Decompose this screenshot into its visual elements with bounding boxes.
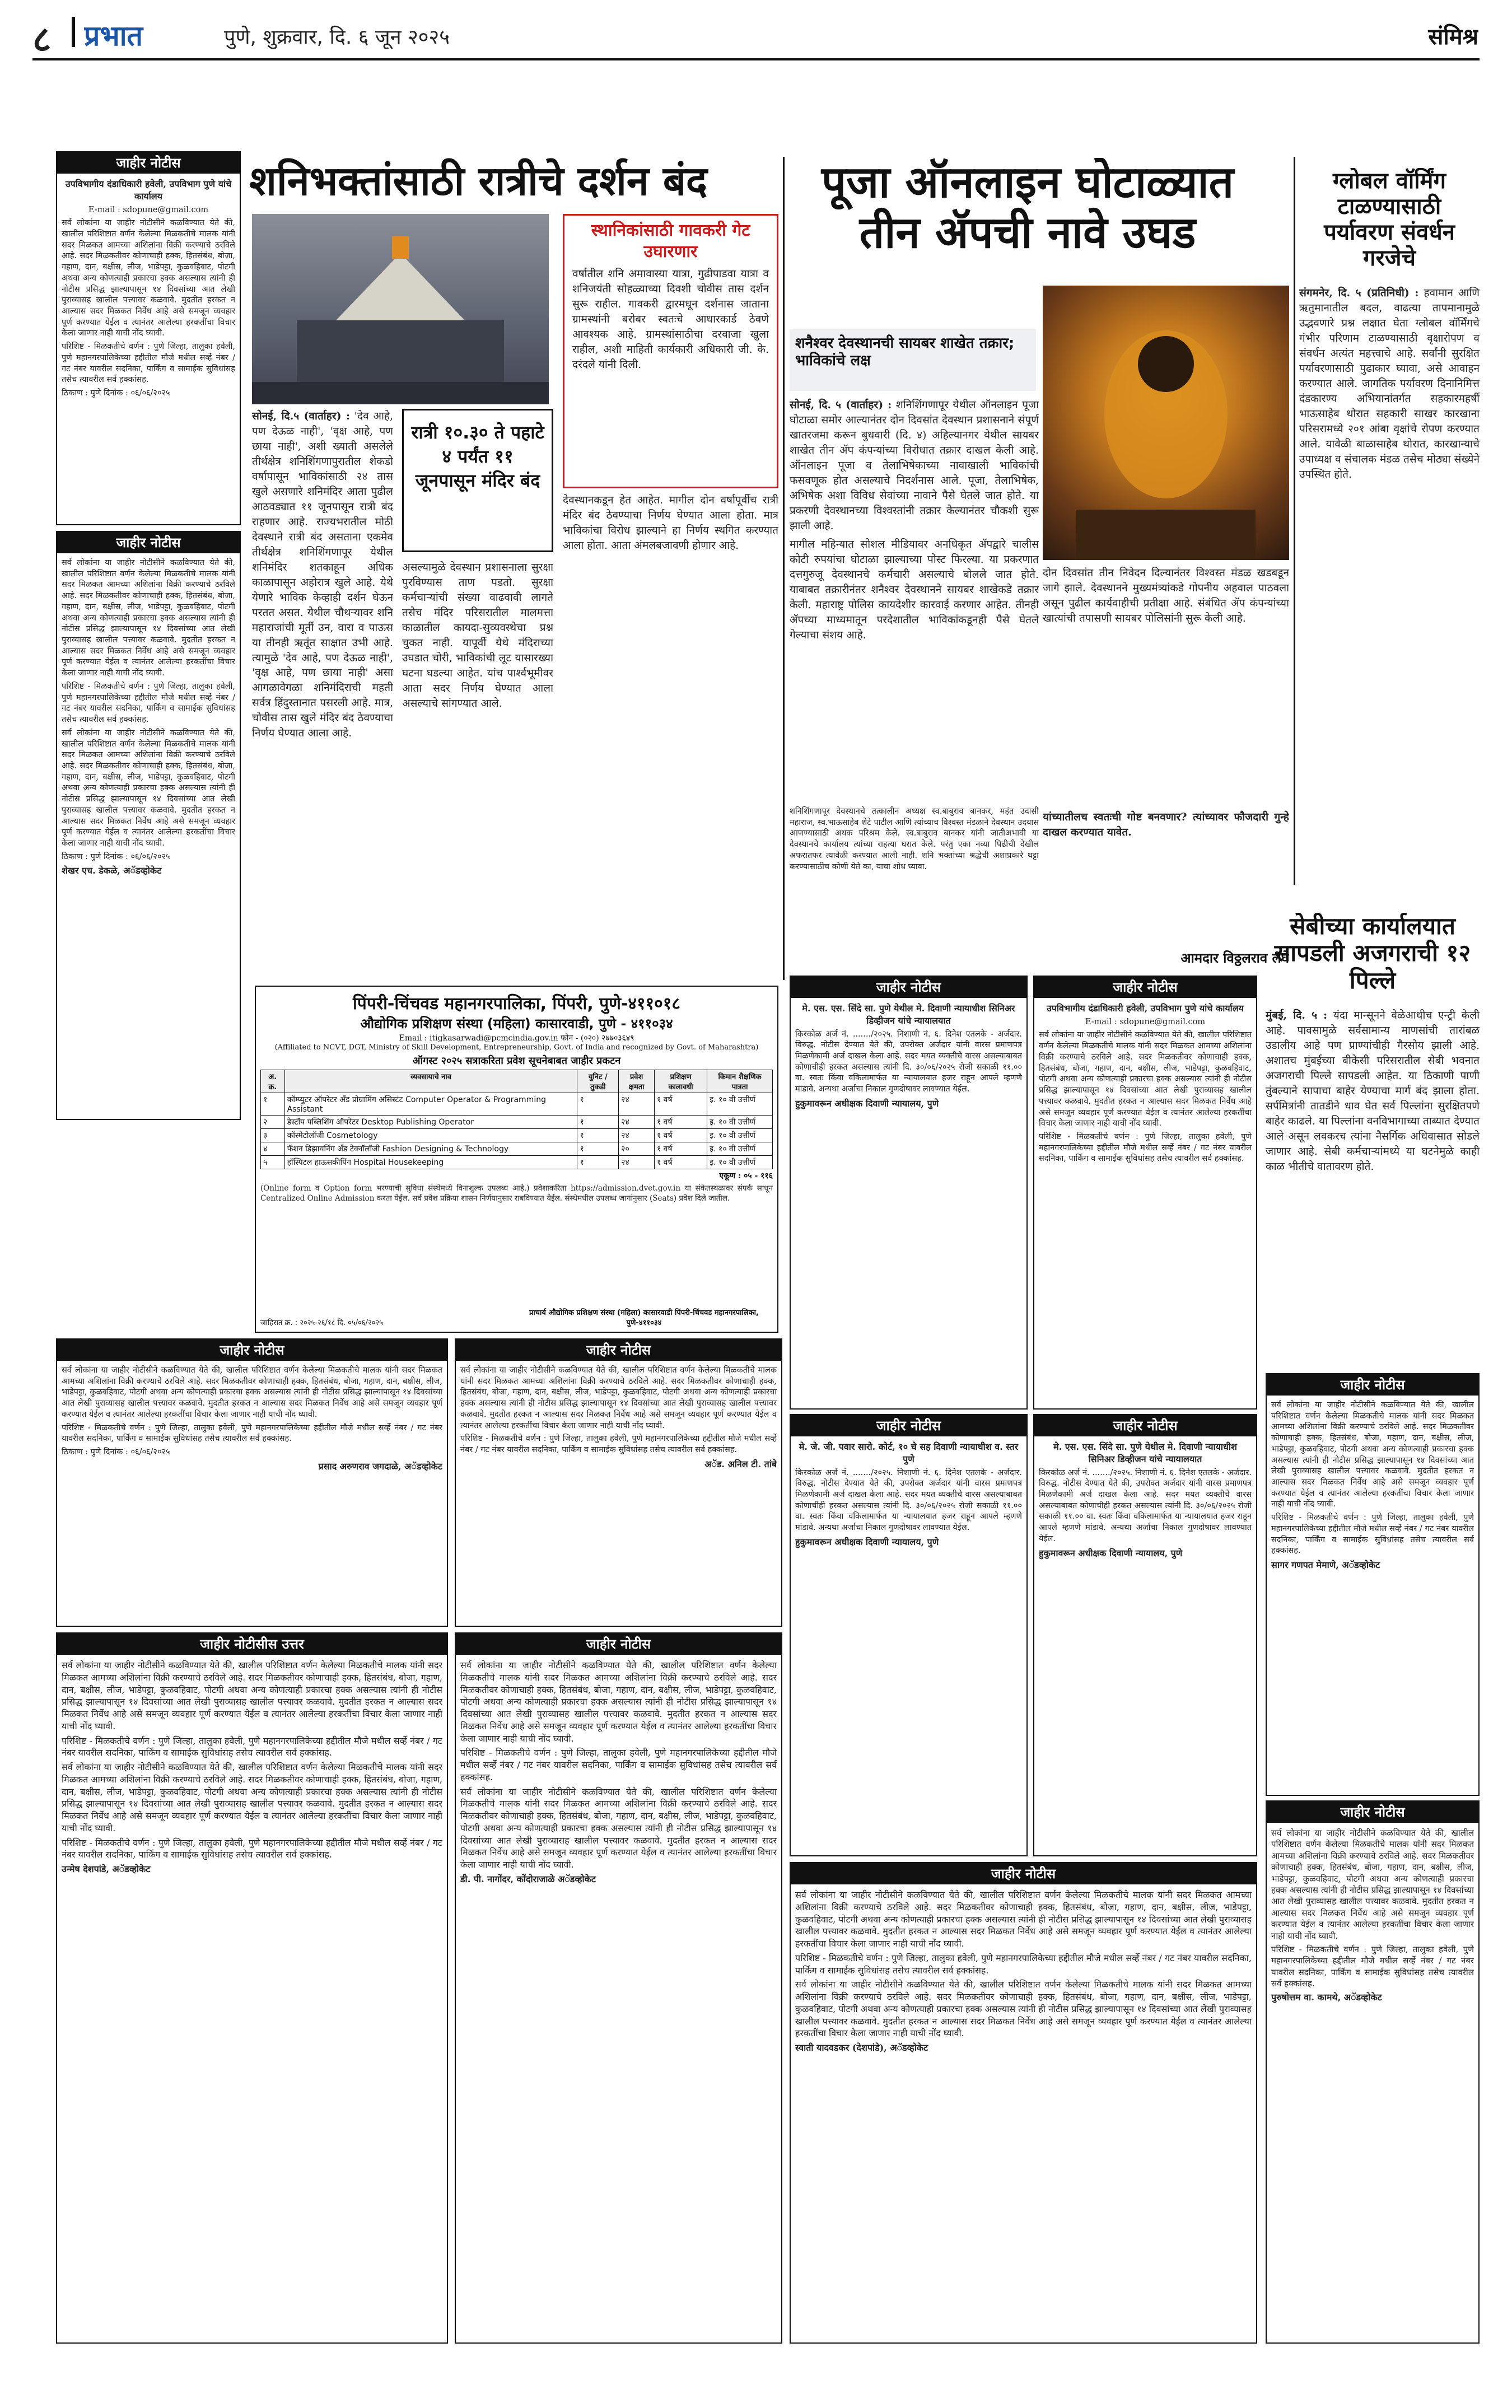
notice-header: जाहीर नोटीस — [791, 1863, 1256, 1884]
notice-text-3: सर्व लोकांना या जाहीर नोटीसीने कळविण्यात येते की, खालील परिशिष्टात वर्णन केलेल्या मिळकतीचे मालक यांनी सदर मिळकत आमच्या अशिलांना विक्री करण्याचे ठरविले आहे. सदर मिळकतीवर कोणाचाही हक्क, हितसंबंध, बोजा, गहाण, दान, बक्षीस, लीज, भाडेपट्टा, कुळवहिवाट, पोटगी अथवा अन्य कोणत्याही प्रकारचा हक्क असल्यास त्यांनी ही नोटीस प्रसिद्ध झाल्यापासून १४ दिवसांच्या आत लेखी पुराव्यासह खालील पत्त्यावर कळवावे. मुदतीत हरकत न आल्यास सदर मिळकत निर्वेध आहे असे समजून व्यवहार पूर्ण करण्यात येईल व त्यानंतर आलेल्या हरकतींचा विचार केला जाणार नाही याची नोंद घ्यावी. — [62, 1762, 442, 1833]
notice-text-3: सर्व लोकांना या जाहीर नोटीसीने कळविण्यात येते की, खालील परिशिष्टात वर्णन केलेल्या मिळकतीचे मालक यांनी सदर मिळकत आमच्या अशिलांना विक्री करण्याचे ठरविले आहे. सदर मिळकतीवर कोणाचाही हक्क, हितसंबंध, बोजा, गहाण, दान, बक्षीस, लीज, भाडेपट्टा, कुळवहिवाट, पोटगी अथवा अन्य कोणत्याही प्रकारचा हक्क असल्यास त्यांनी ही नोटीस प्रसिद्ध झाल्यापासून १४ दिवसांच्या आत लेखी पुराव्यासह खालील पत्त्यावर कळवावे. मुदतीत हरकत न आल्यास सदर मिळकत निर्वेध आहे असे समजून व्यवहार पूर्ण करण्यात येईल व त्यानंतर आलेल्या हरकतींचा विचार केला जाणार नाही याची नोंद घ्यावी. — [460, 1786, 777, 1870]
ad-title: पिंपरी-चिंचवड महानगरपालिका, पिंपरी, पुणे-४११०१८ — [353, 994, 680, 1014]
temple-photo — [252, 214, 549, 404]
notice-reply-header: जाहीर नोटीसीस उत्तर — [57, 1634, 447, 1655]
ad-col-header: अ. क्र. — [261, 1070, 285, 1093]
notice-lower-4 — [790, 1862, 1257, 2344]
ad-col-header: प्रवेश क्षमता — [619, 1070, 655, 1093]
story2-body-2: मागील महिन्यात सोशल मीडियावर अनधिकृत ॲपद्वारे चालीस कोटी रुपयांचा घोटाळा झाल्याच्या पोस्ट फिरल्या. या प्रकरणात दत्तगुरुजू देवस्थानचे कर्मचारी असल्याचे बोलले जात होते. याबाबत तक्रारीनंतर शनैश्वर देवस्थानने सायबर शाखेकडे तक्रार केली. महाराष्ट्र पोलिस कायदेशीर कारवाई करणार आहेत. तीनही ॲपच्या माध्यमातून परदेशातील भाविकांकडूनही पैसे घेतले गेल्याचा संशय आहे. — [790, 538, 1039, 641]
court-body: किरकोळ अर्ज नं. ......./२०२५. निशाणी नं. ६. दिनेश एतलके - अर्जदार. विरुद्ध. नोटीस देण्यात येते की, उपरोक्त अर्जदार यांनी वारस प्रमाणपत्र मिळणेकामी अर्ज दाखल केला आहे. सदर मयत व्यक्तीचे वारस असल्याबाबत कोणाचीही हरकत असल्यास त्यांनी दि. ३०/०६/२०२५ रोजी सकाळी ११.०० वा. स्वतः किंवा वकिलामार्फत या न्यायालयात हजर राहून आपले म्हणणे मांडावे. अन्यथा अर्जाचा निकाल गुणदोषावर लावण्यात येईल. — [1039, 1468, 1252, 1543]
ad-footer-right: प्राचार्य औद्योगिक प्रशिक्षण संस्था (महिला) कासारवाडी पिंपरी-चिंचवड महानगरपालिका, पुणे-४११०३४ — [529, 1309, 759, 1327]
notice-text-2: परिशिष्ट - मिळकतीचे वर्णन : पुणे जिल्हा, तालुका हवेली, पुणे महानगरपालिकेच्या हद्दीतील मौजे मधील सर्व्हे नंबर / गट नंबर यावरील सदनिका, पार्किंग व सामाईक सुविधांसह तसेच त्यावरील सर्व हक्कांसह. — [1271, 1513, 1474, 1556]
pcmc-iti-admission-ad — [255, 986, 778, 1333]
court-notice-1 — [790, 976, 1028, 1410]
story2-photo-caption: शनिशिंगणापूर देवस्थानचे तत्कालीन अध्यक्ष स्व.बाबुराव बानकर, महंत उदासी महाराज, स्व.भाऊसाहेब शेटे पाटील आणि त्यांच्याच विश्वस्त मंडळाने देवस्थान उदयास आणण्यासाठी अथक परिश्रम केले. स्व.बाबुराव बानकर यांनी जातीअभावी या देवस्थानचे कार्यालय त्यांच्या राहत्या घरात केले. परंतु एका नव्या पिढीची देखील अफरातफर त्यावेळी करण्यात आली नाही. शनि भक्तांच्या श्रद्धेची अशाप्रकारे थट्टा करण्यासाठीच कोणी येते का, याचा शोध घ्यावा. — [790, 807, 1039, 871]
table-cell: ३ — [261, 1129, 285, 1142]
notice-lower-3 — [455, 1632, 782, 2344]
notice-header: जाहीर नोटीस — [1267, 1802, 1478, 1823]
story2-lead: सोनई, दि. ५ (वार्ताहर) : — [790, 399, 892, 411]
table-cell: २४ — [619, 1156, 655, 1169]
table-cell: इ. १० वी उत्तीर्ण — [707, 1093, 773, 1116]
ad-body: (Online form व Option form भरण्याची सुविधा संस्थेमध्ये विनाशुल्क उपलब्ध आहे.) प्रवेशाकरिता https://admission.dvet.gov.in या संकेतस्थळावर संपर्क साधून Centralized Online Admission करता येईल. सर्व प्रवेश प्रक्रिया शासन निर्णयानुसार राबविण्यात येईल. संस्थेमधील उपलब्ध जागांनुसार (Seats) प्रवेश दिले जातील. — [260, 1184, 773, 1203]
notice-sign: सागर गणपत मेमाणे, अॅडव्होकेट — [1271, 1560, 1380, 1571]
table-cell: १ वर्ष — [654, 1142, 707, 1156]
story3-body — [1299, 286, 1480, 879]
notice-sign: पुरुषोत्तम वा. कामथे, अॅडव्होकेट — [1271, 1992, 1382, 2003]
story3-headline: ग्लोबल वॉर्मिंग टाळण्यासाठी पर्यावरण संवर्धन गरजेचे — [1324, 168, 1455, 271]
story1-headline: शनिभक्तांसाठी रात्रीचे दर्शन बंद — [249, 158, 708, 204]
notice-sign: अॅड. अनिल टी. तांबे — [704, 1458, 777, 1469]
table-row — [261, 1093, 773, 1116]
notice-place: ठिकाण : पुणे दिनांक : ०६/०६/२०२५ — [62, 1448, 170, 1457]
notice-header: जाहीर नोटीस — [1034, 977, 1256, 998]
notice-sign: प्रसाद अरुणराव जगदाळे, अॅडव्होकेट — [318, 1460, 442, 1472]
story1-body-col1 — [252, 409, 393, 980]
temple-icon — [252, 214, 549, 404]
notice-text-2: परिशिष्ट - मिळकतीचे वर्णन : पुणे जिल्हा, तालुका हवेली, पुणे महानगरपालिकेच्या हद्दीतील मौजे मधील सर्व्हे नंबर / गट नंबर यावरील सदनिका, पार्किंग व सामाईक सुविधांसह तसेच त्यावरील सर्व हक्कांसह. — [460, 1434, 777, 1455]
notice-email: E-mail : sdopune@gmail.com — [88, 205, 209, 214]
notice-header: जाहीर नोटीस — [57, 532, 240, 553]
masthead-divider — [72, 17, 75, 47]
page-number: ८ — [32, 19, 52, 58]
table-row — [261, 1129, 773, 1142]
table-cell: १ — [577, 1116, 619, 1129]
notice-email: E-mail : sdopune@gmail.com — [1085, 1017, 1206, 1026]
notice-office: उपविभागीय दंडाधिकारी हवेली, उपविभाग पुणे यांचे कार्यालय — [1047, 1003, 1244, 1014]
ad-email: Email : itigkasarwadi@pcmcindia.gov.in फोन - (०२०) २७७०३६४९ — [399, 1034, 634, 1043]
story2-quote: यांच्यातीलच स्वतःची गोष्ट बनवणार? त्यांच्यावर फौजदारी गुन्हे दाखल करण्यात यावेत. — [1043, 811, 1289, 838]
notice-text: सर्व लोकांना या जाहीर नोटीसीने कळविण्यात येते की, खालील परिशिष्टात वर्णन केलेल्या मिळकतीचे मालक यांनी सदर मिळकत आमच्या अशिलांना विक्री करण्याचे ठरविले आहे. सदर मिळकतीवर कोणाचाही हक्क, हितसंबंध, बोजा, गहाण, दान, बक्षीस, लीज, भाडेपट्टा, कुळवहिवाट, पोटगी अथवा अन्य कोणत्याही प्रकारचा हक्क असल्यास त्यांनी ही नोटीस प्रसिद्ध झाल्यापासून १४ दिवसांच्या आत लेखी पुराव्यासह खालील पत्त्यावर कळवावे. मुदतीत हरकत न आल्यास सदर मिळकत निर्वेध आहे असे समजून व्यवहार पूर्ण करण्यात येईल व त्यानंतर आलेल्या हरकतींचा विचार केला जाणार नाही याची नोंद घ्यावी. — [460, 1660, 777, 1744]
notice-text-3: सर्व लोकांना या जाहीर नोटीसीने कळविण्यात येते की, खालील परिशिष्टात वर्णन केलेल्या मिळकतीचे मालक यांनी सदर मिळकत आमच्या अशिलांना विक्री करण्याचे ठरविले आहे. सदर मिळकतीवर कोणाचाही हक्क, हितसंबंध, बोजा, गहाण, दान, बक्षीस, लीज, भाडेपट्टा, कुळवहिवाट, पोटगी अथवा अन्य कोणत्याही प्रकारचा हक्क असल्यास त्यांनी ही नोटीस प्रसिद्ध झाल्यापासून १४ दिवसांच्या आत लेखी पुराव्यासह खालील पत्त्यावर कळवावे. मुदतीत हरकत न आल्यास सदर मिळकत निर्वेध आहे असे समजून व्यवहार पूर्ण करण्यात येईल व त्यानंतर आलेल्या हरकतींचा विचार केला जाणार नाही याची नोंद घ्यावी. — [795, 1979, 1252, 2039]
ad-subtitle: औद्योगिक प्रशिक्षण संस्था (महिला) कासारवाडी, पुणे - ४११०३४ — [360, 1016, 673, 1032]
notice-text: सर्व लोकांना या जाहीर नोटीसीने कळविण्यात येते की, खालील परिशिष्टात वर्णन केलेल्या मिळकतीचे मालक यांनी सदर मिळकत आमच्या अशिलांना विक्री करण्याचे ठरविले आहे. सदर मिळकतीवर कोणाचाही हक्क, हितसंबंध, बोजा, गहाण, दान, बक्षीस, लीज, भाडेपट्टा, कुळवहिवाट, पोटगी अथवा अन्य कोणत्याही प्रकारचा हक्क असल्यास त्यांनी ही नोटीस प्रसिद्ध झाल्यापासून १४ दिवसांच्या आत लेखी पुराव्यासह खालील पत्त्यावर कळवावे. मुदतीत हरकत न आल्यास सदर मिळकत निर्वेध आहे असे समजून व्यवहार पूर्ण करण्यात येईल व त्यानंतर आलेल्या हरकतींचा विचार केला जाणार नाही याची नोंद घ्यावी. — [62, 1660, 442, 1732]
table-cell: डेस्टॉप पब्लिशिंग ऑपरेटर Desktop Publishing Operator — [284, 1116, 577, 1129]
notice-header: जाहीर नोटीस — [456, 1340, 781, 1361]
notice-header: जाहीर नोटीस — [1034, 1415, 1256, 1436]
ad-affiliation: (Affiliated to NCVT, DGT, Ministry of Skill Development, Entrepreneurship, Govt. of India and recognized by Govt. of Maharashtra) — [274, 1043, 759, 1052]
notice-sign: डी. पी. नागोंदर, कोंदोराजाळे अॅडव्होकेट — [460, 1873, 596, 1884]
court-sign: हुकुमावरून अधीक्षक दिवाणी न्यायालय, पुणे — [1039, 1547, 1183, 1558]
table-cell: १ — [261, 1093, 285, 1116]
table-cell: कॉस्मेटोलॉजी Cosmetology — [284, 1129, 577, 1142]
notice-text-2: परिशिष्ट - मिळकतीचे वर्णन : पुणे जिल्हा, तालुका हवेली, पुणे महानगरपालिकेच्या हद्दीतील मौजे मधील सर्व्हे नंबर / गट नंबर यावरील सदनिका, पार्किंग व सामाईक सुविधांसह तसेच त्यावरील सर्व हक्कांसह. — [62, 1423, 442, 1444]
table-cell: ४ — [261, 1142, 285, 1156]
table-row — [261, 1142, 773, 1156]
table-cell: इ. १० वी उत्तीर्ण — [707, 1129, 773, 1142]
court-name: मे. जे. जी. पवार सारो. कोर्ट, १० चे सह दिवाणी न्यायाधीश व. स्तर पुणे — [799, 1441, 1019, 1464]
court-name: मे. एस. एस. सिंदे सा. पुणे येथील मे. दिवाणी न्यायाधीश सिनिअर डिव्हीजन यांचे न्यायालयात — [802, 1003, 1015, 1026]
table-cell: ५ — [261, 1156, 285, 1169]
table-cell: २४ — [619, 1116, 655, 1129]
notice-header: जाहीर नोटीस — [791, 977, 1026, 998]
notice-mid-1 — [1033, 976, 1257, 1410]
court-notice-3 — [1033, 1414, 1257, 1856]
notice-left-2 — [56, 531, 241, 1120]
ad-notice-title: ऑगस्ट २०२५ सत्राकरिता प्रवेश सूचनेबाबत जाहीर प्रकटन — [412, 1055, 621, 1067]
story1-quote: रात्री १०.३० ते पहाटे ४ पर्यंत ११ जूनपासून मंदिर बंद — [402, 409, 553, 552]
table-cell: १ वर्ष — [654, 1129, 707, 1142]
notice-text: सर्व लोकांना या जाहीर नोटीसीने कळविण्यात येते की, खालील परिशिष्टात वर्णन केलेल्या मिळकतीचे मालक यांनी सदर मिळकत आमच्या अशिलांना विक्री करण्याचे ठरविले आहे. सदर मिळकतीवर कोणाचाही हक्क, हितसंबंध, बोजा, गहाण, दान, बक्षीस, लीज, भाडेपट्टा, कुळवहिवाट, पोटगी अथवा अन्य कोणत्याही प्रकारचा हक्क असल्यास त्यांनी ही नोटीस प्रसिद्ध झाल्यापासून १४ दिवसांच्या आत लेखी पुराव्यासह खालील पत्त्यावर कळवावे. मुदतीत हरकत न आल्यास सदर मिळकत निर्वेध आहे असे समजून व्यवहार पूर्ण करण्यात येईल व त्यानंतर आलेल्या हरकतींचा विचार केला जाणार नाही याची नोंद घ्यावी. — [62, 1366, 442, 1419]
table-cell: इ. १० वी उत्तीर्ण — [707, 1142, 773, 1156]
notice-text-2: परिशिष्ट - मिळकतीचे वर्णन : पुणे जिल्हा, तालुका हवेली, पुणे महानगरपालिकेच्या हद्दीतील मौजे मधील सर्व्हे नंबर / गट नंबर यावरील सदनिका, पार्किंग व सामाईक सुविधांसह तसेच त्यावरील सर्व हक्कांसह. — [1271, 1944, 1474, 1989]
story1-body: 'देव आहे, पण देऊळ नाही', 'वृक्ष आहे, पण छाया नाही', अशी ख्याती असलेले तीर्थक्षेत्र शनिशिंगणापुरातील शेकडो वर्षापासून भाविकांसाठी २४ तास खुले असणारे शनिमंदिर आता पुढील आठवड्यात ११ जूनपासून रात्री बंद राहणार आहे. राज्यभरातील मोठी देवस्थाने रात्री बंद असताना एकमेव तीर्थक्षेत्र शनिशिंगणापूर येथील शनिमंदिर शतकाहून अधिक काळापासून अहोरात्र खुले आहे. येथे येणारे भाविक केव्हाही दर्शन घेऊन परतत असत. येथील चौथऱ्यावर शनि महाराजांची मूर्ती उन, वारा व पाऊस या तीनही ऋतूंत साक्षात उभी आहे. त्यामुळे 'देव आहे, पण देऊळ नाही', 'वृक्ष आहे, पण छाया नाही' असा आगळावेगळा शनिमंदिराची महती सर्वत्र हिंदुस्तानात पसरली आहे. मात्र, चोवीस तास खुले मंदिर बंद ठेवण्याचा निर्णय घेण्यात आला आहे. — [252, 410, 393, 740]
masthead-rule — [32, 58, 1480, 60]
story1-lead: सोनई, दि.५ (वार्ताहर) : — [252, 410, 350, 422]
court-notice-2 — [790, 1414, 1028, 1856]
ad-course-table — [260, 1070, 773, 1169]
story2-subheadline: शनैश्वर देवस्थानची सायबर शाखेत तक्रार; भाविकांचे लक्ष — [790, 329, 1036, 391]
table-cell: फॅशन डिझायनिंग अँड टेक्नॉलॉजी Fashion Designing & Technology — [284, 1142, 577, 1156]
notice-header: जाहीर नोटीस — [57, 1340, 447, 1361]
table-cell: २० — [619, 1142, 655, 1156]
story1-body-col3: देवस्थानकडून हेत आहेत. मागील दोन वर्षापूर्वीच रात्री मंदिर बंद ठेवण्याचा निर्णय घेण्यात आला होता. मात्र भाविकांचा विरोध झाल्याने हा निर्णय स्थगित करण्यात आला होता. आता अंमलबजावणी होणार आहे. — [563, 494, 778, 552]
notice-header: जाहीर नोटीस — [1267, 1374, 1478, 1396]
story2-author: आमदार विठ्ठलराव लंघे — [1180, 950, 1289, 966]
ad-col-header: किमान शैक्षणिक पात्रता — [707, 1070, 773, 1093]
table-row — [261, 1116, 773, 1129]
ad-col-header: व्यवसायाचे नाव — [284, 1070, 577, 1093]
notice-place: ठिकाण : पुणे दिनांक : ०६/०६/२०२५ — [62, 389, 170, 398]
notice-right-1 — [1266, 1373, 1480, 1796]
story4-text: यंदा मान्सूनने वेळेआधीच एन्ट्री केली आहे. पावसामुळे सर्वसामान्य माणसांची तारांबळ उडालीय आहे पण प्राण्यांचीही गैरसोय झाली आहे. अशातच मुंबईच्या बीकेसी परिसरातील सेबी भवनात अजगराची पिल्ले सापडली आहेत. या ठिकाणी पाणी तुंबल्याने सापाचा बाहेर येण्याचा मार्ग बंद झाला होता. सर्पमित्रांनी तातडीने धाव घेत सर्व पिल्लांना सुरक्षितपणे बाहेर काढले. या पिल्लांना वनविभागाच्या ताब्यात देण्यात आले असून लवकरच त्यांना नैसर्गिक अधिवासात सोडले जाणार आहे. सेबी कर्मचाऱ्यांमध्ये या घटनेमुळे काही काळ भीतीचे वातावरण होते. — [1266, 1009, 1480, 1173]
notice-text-2: परिशिष्ट - मिळकतीचे वर्णन : पुणे जिल्हा, तालुका हवेली, पुणे महानगरपालिकेच्या हद्दीतील मौजे मधील सर्व्हे नंबर / गट नंबर यावरील सदनिका, पार्किंग व सामाईक सुविधांसह तसेच त्यावरील सर्व हक्कांसह. — [1039, 1132, 1252, 1164]
notice-office: उपविभागीय दंडाधिकारी हवेली, उपविभाग पुणे यांचे कार्यालय — [65, 179, 232, 202]
section-title: संमिश्र — [1428, 24, 1478, 50]
shani-idol-photo — [1043, 286, 1289, 560]
court-body: किरकोळ अर्ज नं. ......./२०२५. निशाणी नं. ६. दिनेश एतलके - अर्जदार. विरुद्ध. नोटीस देण्यात येते की, उपरोक्त अर्जदार यांनी वारस प्रमाणपत्र मिळणेकामी अर्ज दाखल केला आहे. सदर मयत व्यक्तीचे वारस असल्याबाबत कोणाचीही हरकत असल्यास त्यांनी दि. ३०/०६/२०२५ रोजी सकाळी ११.०० वा. स्वतः किंवा वकिलामार्फत या न्यायालयात हजर राहून आपले म्हणणे मांडावे. अन्यथा अर्जाचा निकाल गुणदोषावर लावण्यात येईल. — [795, 1029, 1022, 1094]
sidebar-body: वर्षातील शनि अमावास्या यात्रा, गुढीपाडवा यात्रा व शनिजयंती सोहळ्याच्या दिवशी चोवीस तास दर्शन सुरू राहील. गावकरी द्वारमधून दर्शनास जाताना ग्रामस्थांनी बरोबर स्वतःचे आधारकार्ड ठेवणे आवश्यक आहे. ग्रामस्थांसाठीचा दरवाजा खुला राहील, अशी माहिती कार्यकारी अधिकारी जी. के. दरंदले यांनी दिली. — [572, 268, 769, 371]
table-cell: १ वर्ष — [654, 1116, 707, 1129]
notice-header: जाहीर नोटीस — [57, 152, 240, 174]
notice-text-2: परिशिष्ट - मिळकतीचे वर्णन : पुणे जिल्हा, तालुका हवेली, पुणे महानगरपालिकेच्या हद्दीतील मौजे मधील सर्व्हे नंबर / गट नंबर यावरील सदनिका, पार्किंग व सामाईक सुविधांसह तसेच त्यावरील सर्व हक्कांसह. — [62, 342, 235, 385]
dateline: पुणे, शुक्रवार, दि. ६ जून २०२५ — [224, 26, 450, 49]
table-cell: इ. १० वी उत्तीर्ण — [707, 1156, 773, 1169]
ad-total: एकूण : ०५ - ११६ — [719, 1172, 773, 1180]
story4-headline: सेबीच्या कार्यालयात सापडली अजगराची १२ पिल्ले — [1274, 913, 1471, 994]
court-body: किरकोळ अर्ज नं. ......./२०२५. निशाणी नं. ६. दिनेश एतलके - अर्जदार. विरुद्ध. नोटीस देण्यात येते की, उपरोक्त अर्जदार यांनी वारस प्रमाणपत्र मिळणेकामी अर्ज दाखल केला आहे. सदर मयत व्यक्तीचे वारस असल्याबाबत कोणाचीही हरकत असल्यास त्यांनी दि. ३०/०६/२०२५ रोजी सकाळी ११.०० वा. स्वतः किंवा वकिलामार्फत या न्यायालयात हजर राहून आपले म्हणणे मांडावे. अन्यथा अर्जाचा निकाल गुणदोषावर लावण्यात येईल. — [795, 1468, 1022, 1533]
notice-lower-2 — [455, 1338, 782, 1627]
notice-header: जाहीर नोटीस — [791, 1415, 1026, 1436]
notice-text-2: परिशिष्ट - मिळकतीचे वर्णन : पुणे जिल्हा, तालुका हवेली, पुणे महानगरपालिकेच्या हद्दीतील मौजे मधील सर्व्हे नंबर / गट नंबर यावरील सदनिका, पार्किंग व सामाईक सुविधांसह तसेच त्यावरील सर्व हक्कांसह. — [62, 682, 235, 725]
notice-sign: स्वाती यादवडकर (देशपांडे), अॅडव्होकेट — [795, 2042, 928, 2053]
notice-text-2: परिशिष्ट - मिळकतीचे वर्णन : पुणे जिल्हा, तालुका हवेली, पुणे महानगरपालिकेच्या हद्दीतील मौजे मधील सर्व्हे नंबर / गट नंबर यावरील सदनिका, पार्किंग व सामाईक सुविधांसह तसेच त्यावरील सर्व हक्कांसह. — [460, 1747, 777, 1782]
notice-right-2 — [1266, 1800, 1480, 2344]
court-name: मे. एस. एस. सिंदे सा. पुणे येथील मे. दिवाणी न्यायाधीश सिनिअर डिव्हीजन यांचे न्यायालयात — [1053, 1441, 1237, 1464]
table-cell: २४ — [619, 1129, 655, 1142]
notice-text: सर्व लोकांना या जाहीर नोटीसीने कळविण्यात येते की, खालील परिशिष्टात वर्णन केलेल्या मिळकतीचे मालक यांनी सदर मिळकत आमच्या अशिलांना विक्री करण्याचे ठरविले आहे. सदर मिळकतीवर कोणाचाही हक्क, हितसंबंध, बोजा, गहाण, दान, बक्षीस, लीज, भाडेपट्टा, कुळवहिवाट, पोटगी अथवा अन्य कोणत्याही प्रकारचा हक्क असल्यास त्यांनी ही नोटीस प्रसिद्ध झाल्यापासून १४ दिवसांच्या आत लेखी पुराव्यासह खालील पत्त्यावर कळवावे. मुदतीत हरकत न आल्यास सदर मिळकत निर्वेध आहे असे समजून व्यवहार पूर्ण करण्यात येईल व त्यानंतर आलेल्या हरकतींचा विचार केला जाणार नाही याची नोंद घ्यावी. — [62, 558, 235, 678]
notice-text: सर्व लोकांना या जाहीर नोटीसीने कळविण्यात येते की, खालील परिशिष्टात वर्णन केलेल्या मिळकतीचे मालक यांनी सदर मिळकत आमच्या अशिलांना विक्री करण्याचे ठरविले आहे. सदर मिळकतीवर कोणाचाही हक्क, हितसंबंध, बोजा, गहाण, दान, बक्षीस, लीज, भाडेपट्टा, कुळवहिवाट, पोटगी अथवा अन्य कोणत्याही प्रकारचा हक्क असल्यास त्यांनी ही नोटीस प्रसिद्ध झाल्यापासून १४ दिवसांच्या आत लेखी पुराव्यासह खालील पत्त्यावर कळवावे. मुदतीत हरकत न आल्यास सदर मिळकत निर्वेध आहे असे समजून व्यवहार पूर्ण करण्यात येईल व त्यानंतर आलेल्या हरकतींचा विचार केला जाणार नाही याची नोंद घ्यावी. — [460, 1366, 777, 1430]
story2-body-col2: दोन दिवसांत तीन निवेदन दिल्यानंतर विश्वस्त मंडळ खडबडून जागे झाले. देवस्थानने मुख्यमंत्र्यांकडे गोपनीय अहवाल पाठवला असून पुढील कार्यवाहीची प्रतीक्षा आहे. संबंधित ॲप कंपन्यांच्या खात्यांची तपासणी सायबर पोलिसांनी सुरू केली आहे. — [1043, 567, 1289, 624]
table-cell: कॉम्प्युटर ऑपरेटर अँड प्रोग्रामिंग असिस्टंट Computer Operator & Programming Assistant — [284, 1093, 577, 1116]
story3-lead: संगमनेर, दि. ५ (प्रतिनिधी) : — [1299, 287, 1419, 299]
notice-text-3: सर्व लोकांना या जाहीर नोटीसीने कळविण्यात येते की, खालील परिशिष्टात वर्णन केलेल्या मिळकतीचे मालक यांनी सदर मिळकत आमच्या अशिलांना विक्री करण्याचे ठरविले आहे. सदर मिळकतीवर कोणाचाही हक्क, हितसंबंध, बोजा, गहाण, दान, बक्षीस, लीज, भाडेपट्टा, कुळवहिवाट, पोटगी अथवा अन्य कोणत्याही प्रकारचा हक्क असल्यास त्यांनी ही नोटीस प्रसिद्ध झाल्यापासून १४ दिवसांच्या आत लेखी पुराव्यासह खालील पत्त्यावर कळवावे. मुदतीत हरकत न आल्यास सदर मिळकत निर्वेध आहे असे समजून व्यवहार पूर्ण करण्यात येईल व त्यानंतर आलेल्या हरकतींचा विचार केला जाणार नाही याची नोंद घ्यावी. — [62, 728, 235, 848]
table-cell: १ वर्ष — [654, 1093, 707, 1116]
notice-text: सर्व लोकांना या जाहीर नोटीसीने कळविण्यात येते की, खालील परिशिष्टात वर्णन केलेल्या मिळकतीचे मालक यांनी सदर मिळकत आमच्या अशिलांना विक्री करण्याचे ठरविले आहे. सदर मिळकतीवर कोणाचाही हक्क, हितसंबंध, बोजा, गहाण, दान, बक्षीस, लीज, भाडेपट्टा, कुळवहिवाट, पोटगी अथवा अन्य कोणत्याही प्रकारचा हक्क असल्यास त्यांनी ही नोटीस प्रसिद्ध झाल्यापासून १४ दिवसांच्या आत लेखी पुराव्यासह खालील पत्त्यावर कळवावे. मुदतीत हरकत न आल्यास सदर मिळकत निर्वेध आहे असे समजून व्यवहार पूर्ण करण्यात येईल व त्यानंतर आलेल्या हरकतींचा विचार केला जाणार नाही याची नोंद घ्यावी. — [62, 218, 235, 338]
table-row — [261, 1156, 773, 1169]
notice-text: सर्व लोकांना या जाहीर नोटीसीने कळविण्यात येते की, खालील परिशिष्टात वर्णन केलेल्या मिळकतीचे मालक यांनी सदर मिळकत आमच्या अशिलांना विक्री करण्याचे ठरविले आहे. सदर मिळकतीवर कोणाचाही हक्क, हितसंबंध, बोजा, गहाण, दान, बक्षीस, लीज, भाडेपट्टा, कुळवहिवाट, पोटगी अथवा अन्य कोणत्याही प्रकारचा हक्क असल्यास त्यांनी ही नोटीस प्रसिद्ध झाल्यापासून १४ दिवसांच्या आत लेखी पुराव्यासह खालील पत्त्यावर कळवावे. मुदतीत हरकत न आल्यास सदर मिळकत निर्वेध आहे असे समजून व्यवहार पूर्ण करण्यात येईल व त्यानंतर आलेल्या हरकतींचा विचार केला जाणार नाही याची नोंद घ्यावी. — [795, 1889, 1252, 1949]
ad-col-header: प्रशिक्षण कालावधी — [654, 1070, 707, 1093]
notice-text-2: परिशिष्ट - मिळकतीचे वर्णन : पुणे जिल्हा, तालुका हवेली, पुणे महानगरपालिकेच्या हद्दीतील मौजे मधील सर्व्हे नंबर / गट नंबर यावरील सदनिका, पार्किंग व सामाईक सुविधांसह तसेच त्यावरील सर्व हक्कांसह. — [795, 1952, 1252, 1976]
story1-body-col2: असल्यामुळे देवस्थान प्रशासनाला सुरक्षा पुरविण्यास ताण पडतो. सुरक्षा कर्मचाऱ्यांची संख्या वाढवावी लागते तसेच मंदिर परिसरातील मालमत्ता काळातील कायदा-सुव्यवस्थेचा प्रश्न चुकत नाही. यापूर्वी येथे मंदिराच्या उघडात चोरी, भाविकांची लूट यासारख्या घटना घडल्या आहेत. यांच पार्श्वभूमीवर आता सदर निर्णय घेण्यात आला असल्याचे सांगण्यात आले. — [402, 561, 553, 710]
brand-logo: प्रभात — [84, 20, 143, 52]
story4-body — [1266, 1008, 1480, 1366]
notice-sign: उन्मेष देशपांडे, अॅडव्होकेट — [62, 1864, 151, 1874]
table-cell: १ — [577, 1129, 619, 1142]
notice-left-1 — [56, 151, 241, 525]
column-rule — [783, 157, 785, 980]
idol-icon — [1043, 286, 1289, 560]
table-cell: २४ — [619, 1093, 655, 1116]
table-cell: २ — [261, 1116, 285, 1129]
story1-sidebar — [563, 214, 778, 488]
table-cell: १ — [577, 1142, 619, 1156]
notice-sign: शेखर एच. डेकळे, अॅडव्होकेट — [62, 865, 162, 876]
table-cell: १ — [577, 1093, 619, 1116]
table-cell: इ. १० वी उत्तीर्ण — [707, 1116, 773, 1129]
ad-col-header: युनिट / तुकडी — [577, 1070, 619, 1093]
notice-reply — [56, 1632, 448, 2344]
notice-text-2: परिशिष्ट - मिळकतीचे वर्णन : पुणे जिल्हा, तालुका हवेली, पुणे महानगरपालिकेच्या हद्दीतील मौजे मधील सर्व्हे नंबर / गट नंबर यावरील सदनिका, पार्किंग व सामाईक सुविधांसह तसेच त्यावरील सर्व हक्कांसह. — [62, 1735, 442, 1758]
notice-lower-1 — [56, 1338, 448, 1627]
ad-footer-left: जाहिरात क्र. : २०२५-२६/१८ दि. ०५/०६/२०२५ — [260, 1319, 383, 1327]
notice-text: सर्व लोकांना या जाहीर नोटीसीने कळविण्यात येते की, खालील परिशिष्टात वर्णन केलेल्या मिळकतीचे मालक यांनी सदर मिळकत आमच्या अशिलांना विक्री करण्याचे ठरविले आहे. सदर मिळकतीवर कोणाचाही हक्क, हितसंबंध, बोजा, गहाण, दान, बक्षीस, लीज, भाडेपट्टा, कुळवहिवाट, पोटगी अथवा अन्य कोणत्याही प्रकारचा हक्क असल्यास त्यांनी ही नोटीस प्रसिद्ध झाल्यापासून १४ दिवसांच्या आत लेखी पुराव्यासह खालील पत्त्यावर कळवावे. मुदतीत हरकत न आल्यास सदर मिळकत निर्वेध आहे असे समजून व्यवहार पूर्ण करण्यात येईल व त्यानंतर आलेल्या हरकतींचा विचार केला जाणार नाही याची नोंद घ्यावी. — [1039, 1030, 1252, 1128]
court-sign: हुकुमावरून अधीक्षक दिवाणी न्यायालय, पुणे — [795, 1536, 939, 1547]
table-cell: हॉस्पिटल हाऊसकीपिंग Hospital Housekeeping — [284, 1156, 577, 1169]
story2-body: शनिशिंगणापूर येथील ऑनलाइन पूजा घोटाळा समोर आल्यानंतर दोन दिवसांत देवस्थान प्रशासनाने संपूर्ण खातरजमा करून बुधवारी (दि. ४) अहिल्यानगर येथील सायबर शाखेत तीन ॲप कंपन्यांच्या विरोधात तक्रार दाखल केली आहे. ऑनलाइन पूजा व तेलाभिषेकाच्या नावाखाली भाविकांची फसवणूक होत असल्याचे निदर्शनास आले. पूजा, तेलाभिषेक, अभिषेक अशा विविध सेवांच्या नावाने पैसे घेतले जात होते. या प्रकरणी देवस्थानच्या विश्वस्तांनी तक्रार केल्यानंतर चौकशी सुरू झाली आहे. — [790, 399, 1039, 532]
story3-text: हवामान आणि ऋतुमानातील बदल, वाढत्या तापमानामुळे उद्भवणारे प्रश्न लक्षात घेता ग्लोबल वॉर्मिंगचे गंभीर परिणाम टाळण्यासाठी वृक्षारोपण व संवर्धन अत्यंत महत्त्वाचे आहे. सर्वांनी सुरक्षित पर्यावरणासाठी पुढाकार घ्यावा, असे आवाहन करण्यात आले. जागतिक पर्यावरण दिनानिमित्त दंडकारण्य अभियानांतर्गत सहकारमहर्षी भाऊसाहेब थोरात सहकारी साखर कारखाना परिसरामध्ये २०१ आंबा वृक्षांचे रोपण करण्यात आले. यावेळी बाळासाहेब थोरात, कारखान्याचे उपाध्यक्ष व संचालक मंडळ तसेच मोठ्या संख्येने उपस्थित होते. — [1299, 287, 1480, 480]
notice-text: सर्व लोकांना या जाहीर नोटीसीने कळविण्यात येते की, खालील परिशिष्टात वर्णन केलेल्या मिळकतीचे मालक यांनी सदर मिळकत आमच्या अशिलांना विक्री करण्याचे ठरविले आहे. सदर मिळकतीवर कोणाचाही हक्क, हितसंबंध, बोजा, गहाण, दान, बक्षीस, लीज, भाडेपट्टा, कुळवहिवाट, पोटगी अथवा अन्य कोणत्याही प्रकारचा हक्क असल्यास त्यांनी ही नोटीस प्रसिद्ध झाल्यापासून १४ दिवसांच्या आत लेखी पुराव्यासह खालील पत्त्यावर कळवावे. मुदतीत हरकत न आल्यास सदर मिळकत निर्वेध आहे असे समजून व्यवहार पूर्ण करण्यात येईल व त्यानंतर आलेल्या हरकतींचा विचार केला जाणार नाही याची नोंद घ्यावी. — [1271, 1401, 1474, 1509]
table-cell: १ वर्ष — [654, 1156, 707, 1169]
notice-text: सर्व लोकांना या जाहीर नोटीसीने कळविण्यात येते की, खालील परिशिष्टात वर्णन केलेल्या मिळकतीचे मालक यांनी सदर मिळकत आमच्या अशिलांना विक्री करण्याचे ठरविले आहे. सदर मिळकतीवर कोणाचाही हक्क, हितसंबंध, बोजा, गहाण, दान, बक्षीस, लीज, भाडेपट्टा, कुळवहिवाट, पोटगी अथवा अन्य कोणत्याही प्रकारचा हक्क असल्यास त्यांनी ही नोटीस प्रसिद्ध झाल्यापासून १४ दिवसांच्या आत लेखी पुराव्यासह खालील पत्त्यावर कळवावे. मुदतीत हरकत न आल्यास सदर मिळकत निर्वेध आहे असे समजून व्यवहार पूर्ण करण्यात येईल व त्यानंतर आलेल्या हरकतींचा विचार केला जाणार नाही याची नोंद घ्यावी. — [1271, 1828, 1474, 1941]
sidebar-title: स्थानिकांसाठी गावकरी गेट उघारणार — [591, 221, 750, 262]
story4-lead: मुंबई, दि. ५ : — [1266, 1009, 1328, 1021]
notice-place: ठिकाण : पुणे दिनांक : ०६/०६/२०२५ — [62, 852, 170, 861]
court-sign: हुकुमावरून अधीक्षक दिवाणी न्यायालय, पुणे — [795, 1098, 939, 1109]
table-cell: १ — [577, 1156, 619, 1169]
notice-header: जाहीर नोटीस — [456, 1634, 781, 1655]
column-rule — [1294, 157, 1295, 885]
story2-headline: पूजा ऑनलाइन घोटाळ्यात तीन ॲपची नावे उघड — [821, 158, 1234, 258]
notice-text-4: परिशिष्ट - मिळकतीचे वर्णन : पुणे जिल्हा, तालुका हवेली, पुणे महानगरपालिकेच्या हद्दीतील मौजे मधील सर्व्हे नंबर / गट नंबर यावरील सदनिका, पार्किंग व सामाईक सुविधांसह तसेच त्यावरील सर्व हक्कांसह. — [62, 1837, 442, 1860]
